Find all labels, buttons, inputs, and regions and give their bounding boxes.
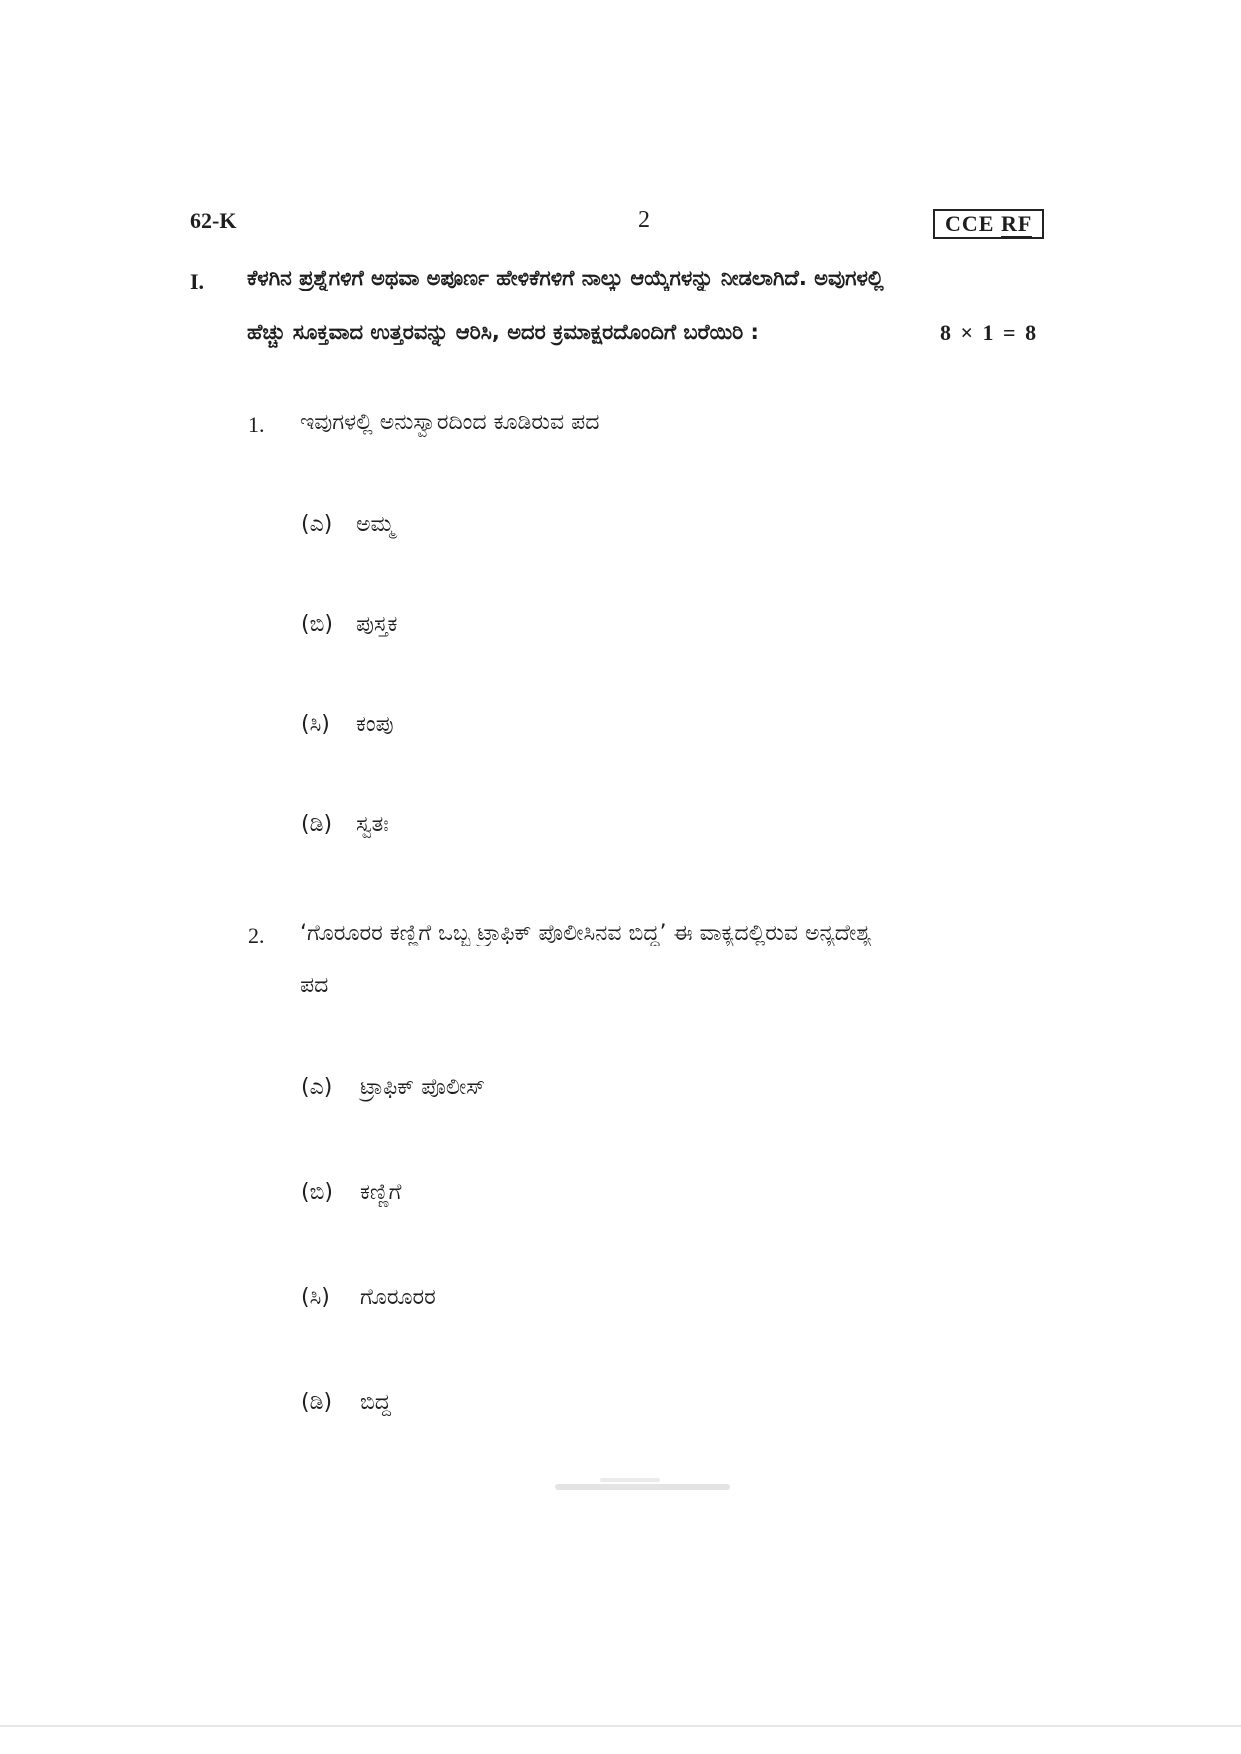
section-instruction-line1: ಕೆಳಗಿನ ಪ್ರಶ್ನೆಗಳಿಗೆ ಅಥವಾ ಅಪೂರ್ಣ ಹೇಳಿಕೆಗಳಿಗೆ ನಾಲ್ಕು ಆಯ್ಕೆಗಳನ್ನು ನೀಡಲಾಗಿದೆ. ಅವುಗಳಲ್ಲಿ [247,266,884,290]
section-marks: 8 × 1 = 8 [940,320,1039,345]
q2-option-a-text: ಟ್ರಾಫಿಕ್ ಪೊಲೀಸ್ [360,1075,486,1100]
q1-option-a-letter: (ಎ) [301,512,333,537]
question-2-text-line2: ಪದ [300,973,329,998]
question-2-text-line1: ‘ಗೊರೂರರ ಕಣ್ಣಿಗೆ ಒಬ್ಬ ಟ್ರಾಫಿಕ್ ಪೊಲೀಸಿನವ ಬಿದ್ದ’ ಈ ವಾಕ್ಯದಲ್ಲಿರುವ ಅನ್ಯದೇಶ್ಯ [300,921,872,946]
q2-option-c-letter: (ಸಿ) [301,1285,330,1310]
q2-option-a-letter: (ಎ) [301,1075,333,1100]
question-1-text: ಇವುಗಳಲ್ಲಿ ಅನುಸ್ವಾರದಿಂದ ಕೂಡಿರುವ ಪದ [300,410,600,435]
q1-option-c-letter: (ಸಿ) [301,712,330,737]
series-prefix: CCE [945,211,1001,236]
series-box [933,209,1044,239]
scan-smudge [555,1484,730,1490]
q2-option-b-text: ಕಣ್ಣಿಗೆ [360,1180,402,1205]
q2-option-d-letter: (ಡಿ) [301,1390,333,1415]
q1-option-b-text: ಪುಸ್ತಕ [356,612,398,637]
q1-option-b-letter: (ಬಿ) [301,612,333,637]
question-2-number: 2. [248,923,265,948]
q2-option-d-text: ಬಿದ್ದ [360,1390,391,1415]
q2-option-c-text: ಗೊರೂರರ [360,1285,436,1310]
q1-option-d-text: ಸ್ವತಃ [356,812,389,837]
q2-option-b-letter: (ಬಿ) [301,1180,333,1205]
paper-code: 62-K [190,208,237,233]
q1-option-a-text: ಅಮ್ಮ [356,512,395,537]
page-number: 2 [638,207,650,233]
page-edge-line [0,1725,1241,1727]
section-number: I. [190,269,205,294]
series-code: RF [1000,211,1033,236]
q1-option-d-letter: (ಡಿ) [301,812,333,837]
scan-smudge [600,1478,660,1482]
q1-option-c-text: ಕಂಪು [356,712,394,737]
section-instruction-line2: ಹೆಚ್ಚು ಸೂಕ್ತವಾದ ಉತ್ತರವನ್ನು ಆರಿಸಿ, ಅದರ ಕ್ರಮಾಕ್ಷರದೊಂದಿಗೆ ಬರೆಯಿರಿ : [247,320,759,344]
question-1-number: 1. [248,412,265,437]
